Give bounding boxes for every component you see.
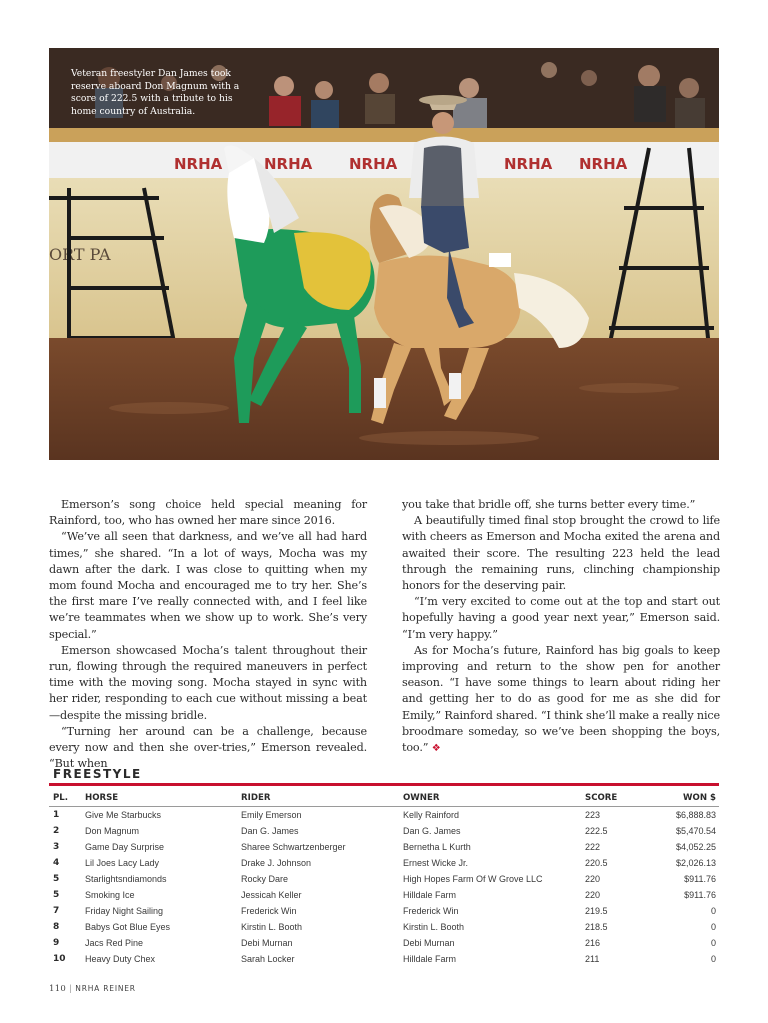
header-pl: PL.: [49, 790, 85, 807]
banner-logo-3: NRHA: [349, 155, 398, 173]
publication-name: NRHA REINER: [75, 984, 136, 993]
cell-pl: 1: [53, 810, 60, 820]
results-body: [49, 807, 719, 968]
cell-pl: 9: [53, 938, 60, 948]
cell-score: 220.5: [585, 858, 608, 868]
header-rider: RIDER: [241, 790, 403, 807]
cell-owner: High Hopes Farm Of W Grove LLC: [403, 874, 543, 884]
table-row: [49, 903, 719, 919]
table-row: [49, 887, 719, 903]
banner-logo-5: NRHA: [579, 155, 628, 173]
cell-owner: Dan G. James: [403, 826, 461, 836]
cell-horse: Friday Night Sailing: [85, 906, 164, 916]
table-row: [49, 935, 719, 951]
cell-won: 0: [710, 938, 716, 948]
table-row: [49, 823, 719, 839]
cell-rider: Drake J. Johnson: [241, 858, 312, 868]
cell-rider: Emily Emerson: [241, 810, 302, 820]
cell-pl: 3: [53, 842, 60, 852]
page-number: 110: [49, 984, 67, 994]
cell-won: 0: [710, 922, 716, 932]
table-row: [49, 951, 719, 967]
cell-won: 0: [710, 906, 716, 916]
table-row: [49, 807, 719, 824]
cell-pl: 2: [53, 826, 60, 836]
article-paragraph: A beautifully timed final stop brought the crowd to life with cheers as Emerson and Mocha exited the arena and awaited their score. The resulting 223 held the lead through the remaining runs, clinching championship honors for the deserving pair.: [402, 514, 720, 593]
cell-pl: 8: [53, 922, 60, 932]
article-paragraph: Emerson’s song choice held special meaning for Rainford, too, who has owned her mare since 2016.: [49, 498, 367, 528]
article-paragraph: you take that bridle off, she turns better every time.”: [402, 498, 696, 511]
cell-score: 222.5: [585, 826, 608, 836]
cell-horse: Jacs Red Pine: [85, 938, 144, 948]
article-paragraph: Emerson showcased Mocha’s talent throughout their run, flowing through the required maneuvers in perfect time with the moving song. Mocha stayed in sync with her rider, responding to each cue without missing a beat—despite the missing bridle.: [49, 643, 367, 722]
results-section: [49, 765, 719, 967]
cell-score: 219.5: [585, 906, 608, 916]
results-title: FREESTYLE: [49, 765, 719, 786]
article-paragraph: “We’ve all seen that darkness, and we’ve all had hard times,” she shared. “In a lot of ways, Mocha was my dawn after the dark. I was close to quitting when my mom found Mocha and encouraged me to try her. She’s the first mare I’ve really connected with, and I feel like we’re teammates when we show up to work. She’s very special.”: [49, 530, 367, 641]
cell-owner: Bernetha L Kurth: [403, 842, 471, 852]
cell-horse: Lil Joes Lacy Lady: [85, 858, 160, 868]
cell-pl: 7: [53, 906, 60, 916]
cell-score: 220: [585, 890, 601, 900]
sign-text: ORT PA: [49, 245, 111, 264]
cell-score: 223: [585, 810, 601, 820]
cell-owner: Kirstin L. Booth: [403, 922, 465, 932]
cell-pl: 5: [53, 890, 60, 900]
cell-won: 0: [710, 954, 716, 964]
cell-score: 211: [585, 954, 600, 964]
article-paragraph-text: As for Mocha’s future, Rainford has big goals to keep improving and return to the show pen for another season. “I have some things to learn about riding her and getting her to do as good for me as she did for Emily,” Rainford shared. “I think she’ll make a really nice broodmare someday, so we’ve been shopping the boys, too.”: [402, 643, 720, 755]
article-paragraph-last: [402, 643, 720, 757]
cell-horse: Game Day Surprise: [85, 842, 165, 852]
header-score: SCORE: [585, 790, 653, 807]
cell-rider: Dan G. James: [241, 826, 299, 836]
cell-rider: Kirstin L. Booth: [241, 922, 303, 932]
cell-rider: Debi Murnan: [241, 938, 293, 948]
cell-owner: Ernest Wicke Jr.: [403, 858, 469, 868]
cell-owner: Hilldale Farm: [403, 890, 457, 900]
cell-won: $4,052.25: [675, 842, 716, 852]
cell-pl: 4: [53, 858, 60, 868]
cell-horse: Don Magnum: [85, 826, 140, 836]
page-footer: [49, 984, 136, 994]
cell-pl: 10: [53, 954, 66, 964]
table-row: [49, 855, 719, 871]
cell-horse: Heavy Duty Chex: [85, 954, 156, 964]
cell-horse: Babys Got Blue Eyes: [85, 922, 171, 932]
cell-horse: Starlightsndiamonds: [85, 874, 167, 884]
arena-rail: [49, 128, 719, 142]
cell-won: $6,888.83: [675, 810, 716, 820]
arena-photo: [49, 48, 719, 460]
cell-horse: Give Me Starbucks: [85, 810, 162, 820]
cell-rider: Jessicah Keller: [241, 890, 302, 900]
cell-score: 220: [585, 874, 601, 884]
cell-rider: Sarah Locker: [241, 954, 295, 964]
table-row: [49, 871, 719, 887]
banner-logo-2: NRHA: [264, 155, 313, 173]
cell-score: 222: [585, 842, 601, 852]
cell-won: $911.76: [684, 890, 716, 900]
article-column-right: [402, 497, 720, 757]
cell-won: $2,026.13: [675, 858, 716, 868]
results-table: [49, 790, 719, 967]
footer-separator: |: [69, 984, 73, 994]
article-column-left: [49, 497, 367, 772]
table-row: [49, 839, 719, 855]
cell-owner: Debi Murnan: [403, 938, 455, 948]
cell-owner: Frederick Win: [403, 906, 459, 916]
results-header-row: [49, 790, 719, 807]
article-paragraph: “Turning her around can be a challenge, because every now and then she over-tries,” Emerson revealed. “But when: [49, 724, 367, 771]
cell-rider: Sharee Schwartzenberger: [241, 842, 346, 852]
header-won: WON $: [653, 790, 719, 807]
article-paragraph: “I’m very excited to come out at the top and start out hopefully having a good year next year,” Emerson said. “I’m very happy.”: [402, 595, 720, 641]
cell-rider: Frederick Win: [241, 906, 297, 916]
cell-won: $911.76: [684, 874, 716, 884]
cell-won: $5,470.54: [675, 826, 716, 836]
cell-horse: Smoking Ice: [85, 890, 135, 900]
end-mark-icon: ❖: [431, 743, 441, 755]
header-owner: OWNER: [403, 790, 585, 807]
photo-caption-text: Veteran freestyler Dan James took reserve aboard Don Magnum with a score of 222.5 with a tribute to his home country of Australia.: [71, 68, 240, 117]
cell-pl: 5: [53, 874, 60, 884]
cell-score: 218.5: [585, 922, 608, 932]
header-horse: HORSE: [85, 790, 241, 807]
banner-logo-1: NRHA: [174, 155, 223, 173]
cell-rider: Rocky Dare: [241, 874, 289, 884]
cell-score: 216: [585, 938, 601, 948]
table-row: [49, 919, 719, 935]
cell-owner: Hilldale Farm: [403, 954, 457, 964]
cell-owner: Kelly Rainford: [403, 810, 460, 820]
banner-logo-4: NRHA: [504, 155, 553, 173]
photo-caption: [71, 68, 251, 118]
